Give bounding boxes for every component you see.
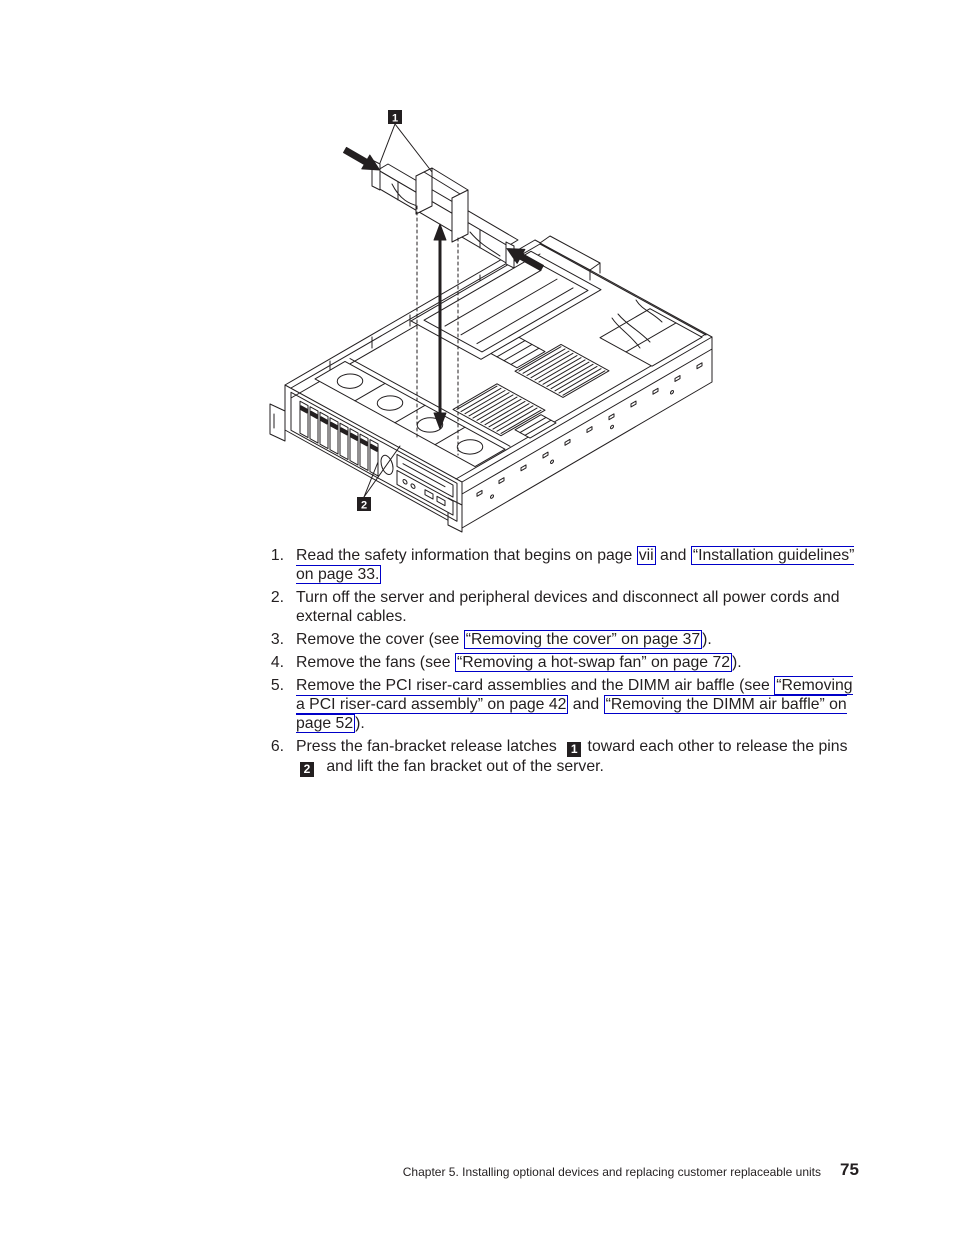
callout-2-badge: 2 [300,762,314,777]
step-number: 3. [270,631,284,648]
step-4 [268,653,860,672]
fan-bracket-upright [452,190,468,242]
step-text: Remove the cover (see [296,631,464,648]
step-text: Read the safety information that begins on page [296,547,637,564]
callout-2 [357,497,371,512]
step-text: and [655,547,691,564]
step-text: toward each other to release the pins [583,738,848,755]
step-number: 1. [270,547,284,564]
link-installation-guidelines[interactable]: “Installation guidelines” on page 33. [296,547,855,583]
step-5 [268,676,860,733]
step-text: Remove the PCI riser-card assemblies and the DIMM air baffle (see [296,677,775,694]
link-removing-hot-swap-fan[interactable]: “Removing a hot-swap fan” on page 72 [456,654,731,671]
step-number: 2. [270,589,284,606]
link-removing-pci-riser-card-assembly[interactable]: “Removing a PCI riser-card assembly” on page 42 [296,677,853,713]
step-1 [268,546,860,584]
link-removing-dimm-air-baffle[interactable]: “Removing the DIMM air baffle” on page 52 [296,696,847,732]
fan-bracket [372,160,518,268]
callout-1 [388,110,402,125]
callout-1-label: 1 [391,112,399,125]
callout-2-label: 2 [360,499,368,512]
step-2 [268,588,860,626]
procedure-steps [268,546,860,781]
step-6 [268,737,860,777]
callout-1-badge: 1 [567,742,581,757]
link-removing-the-cover[interactable]: “Removing the cover” on page 37 [465,631,701,648]
fan-bracket-top [378,164,518,246]
step-number: 5. [270,677,284,694]
step-number: 4. [270,654,284,671]
callout-1-leader [380,124,395,163]
step-text: ). [732,654,742,671]
step-text: Turn off the server and peripheral devices and disconnect all power cords and external cables. [296,589,840,625]
link-page-vii[interactable]: vii [638,547,654,564]
fan-bracket-removal-illustration [0,0,954,545]
footer-chapter-title: Chapter 5. Installing optional devices and replacing customer replaceable units [402,1165,821,1179]
left-rack-handle [270,404,285,441]
step-3 [268,630,860,649]
step-text: and lift the fan bracket out of the server. [322,758,604,775]
callout-1-leader [395,124,432,172]
fan-bracket-crossbar [432,168,468,190]
step-text: Press the fan-bracket release latches [296,738,562,755]
step-text: Remove the fans (see [296,654,455,671]
step-text: and [568,696,604,713]
step-text: ). [355,715,365,732]
page-number: 75 [840,1160,859,1179]
step-number: 6. [270,738,284,755]
step-text: ). [702,631,712,648]
